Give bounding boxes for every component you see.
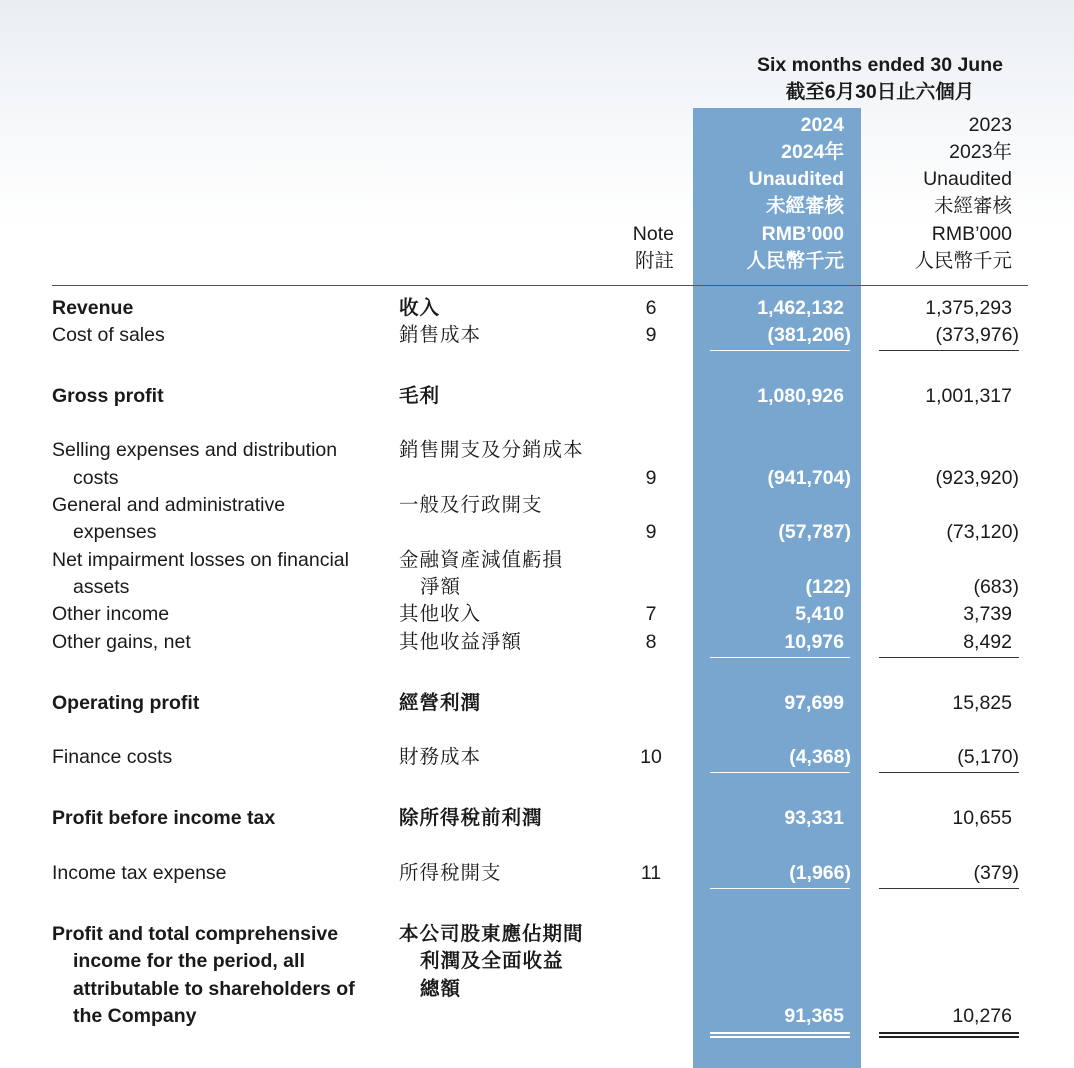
prev-audit-cn: 未經審核 (933, 195, 1012, 217)
selling-expenses-label-cn: 銷售開支及分銷成本 (399, 439, 584, 461)
selling-expenses-2023: (923,920) (935, 467, 1019, 489)
operating-profit-label-cn: 經營利潤 (399, 692, 482, 714)
revenue-2023: 1,375,293 (925, 297, 1012, 319)
cur-audit-cn: 未經審核 (765, 195, 844, 217)
operating-profit-label: Operating profit (52, 692, 200, 714)
revenue-2024: 1,462,132 (757, 297, 844, 319)
revenue-label-cn: 收入 (399, 297, 441, 319)
cost-of-sales-label: Cost of sales (52, 324, 165, 346)
total-profit-label-cont1: income for the period, all (73, 950, 305, 972)
finance-costs-note: 10 (640, 746, 662, 768)
other-income-note: 7 (645, 603, 657, 625)
prev-audit: Unaudited (923, 168, 1012, 190)
other-income-label: Other income (52, 603, 170, 625)
operating-profit-2023: 15,825 (952, 692, 1012, 714)
cur-year-cn: 2024年 (781, 141, 844, 163)
period-header-cn: 截至6月30日止六個月 (785, 81, 975, 103)
total-profit-label-cont3: the Company (73, 1005, 197, 1027)
subtotal-rule-2024 (710, 657, 850, 658)
income-tax-label: Income tax expense (52, 862, 227, 884)
selling-expenses-label: Selling expenses and distribution (52, 439, 338, 461)
subtotal-rule-2023 (879, 888, 1019, 889)
impairment-2023: (683) (973, 576, 1019, 598)
note-header-cn: 附註 (634, 250, 674, 272)
revenue-label: Revenue (52, 297, 134, 319)
other-gains-2024: 10,976 (784, 631, 844, 653)
cur-unit: RMB’000 (761, 223, 844, 245)
other-gains-2023: 8,492 (963, 631, 1012, 653)
impairment-label-cn: 金融資產減值虧損 (399, 549, 564, 571)
admin-expenses-2023: (73,120) (946, 521, 1019, 543)
other-income-2023: 3,739 (963, 603, 1012, 625)
other-gains-label-cn: 其他收益淨額 (399, 631, 523, 653)
cur-audit: Unaudited (748, 168, 844, 190)
period-header-en: Six months ended 30 June (757, 54, 1003, 76)
prev-unit: RMB’000 (931, 223, 1012, 245)
subtotal-rule-2024 (710, 772, 850, 773)
subtotal-rule-2024 (710, 888, 850, 889)
total-double-rule-2024 (710, 1032, 850, 1038)
prev-year: 2023 (968, 114, 1012, 136)
admin-expenses-note: 9 (645, 521, 657, 543)
prev-unit-cn: 人民幣千元 (914, 250, 1012, 272)
income-tax-label-cn: 所得稅開支 (399, 862, 502, 884)
selling-expenses-label-cont: costs (73, 467, 119, 489)
impairment-label: Net impairment losses on financial (52, 549, 349, 571)
gross-profit-2024: 1,080,926 (757, 385, 844, 407)
income-tax-note: 11 (640, 862, 662, 884)
cost-of-sales-note: 9 (645, 324, 657, 346)
note-header-en: Note (632, 223, 674, 245)
subtotal-rule-2023 (879, 772, 1019, 773)
cur-unit-cn: 人民幣千元 (746, 250, 844, 272)
operating-profit-2024: 97,699 (784, 692, 844, 714)
subtotal-rule-2023 (879, 350, 1019, 351)
revenue-note: 6 (645, 297, 657, 319)
other-income-2024: 5,410 (795, 603, 844, 625)
total-profit-label-cn-cont2: 總額 (420, 978, 462, 1000)
other-income-label-cn: 其他收入 (399, 603, 482, 625)
cost-of-sales-2024: (381,206) (767, 324, 851, 346)
other-gains-note: 8 (645, 631, 657, 653)
total-profit-2023: 10,276 (952, 1005, 1012, 1027)
gross-profit-2023: 1,001,317 (925, 385, 1012, 407)
header-divider (52, 285, 1028, 286)
gross-profit-label: Gross profit (52, 385, 164, 407)
admin-expenses-label: General and administrative (52, 494, 286, 516)
total-profit-label-cn: 本公司股東應佔期間 (399, 923, 584, 945)
total-profit-label-cn-cont1: 利潤及全面收益 (420, 950, 564, 972)
finance-costs-2024: (4,368) (789, 746, 851, 768)
pbt-2023: 10,655 (952, 807, 1012, 829)
cur-year: 2024 (800, 114, 844, 136)
cost-of-sales-label-cn: 銷售成本 (399, 324, 482, 346)
selling-expenses-note: 9 (645, 467, 657, 489)
pbt-label: Profit before income tax (52, 807, 276, 829)
income-tax-2023: (379) (973, 862, 1019, 884)
pbt-2024: 93,331 (784, 807, 844, 829)
impairment-label-cn-cont: 淨額 (420, 576, 462, 598)
total-profit-label: Profit and total comprehensive (52, 923, 339, 945)
cost-of-sales-2023: (373,976) (935, 324, 1019, 346)
other-gains-label: Other gains, net (52, 631, 191, 653)
total-double-rule-2023 (879, 1032, 1019, 1038)
pbt-label-cn: 除所得稅前利潤 (399, 807, 543, 829)
subtotal-rule-2024 (710, 350, 850, 351)
admin-expenses-2024: (57,787) (778, 521, 851, 543)
admin-expenses-label-cn: 一般及行政開支 (399, 494, 543, 516)
total-profit-2024: 91,365 (784, 1005, 844, 1027)
selling-expenses-2024: (941,704) (767, 467, 851, 489)
finance-costs-label-cn: 財務成本 (399, 746, 482, 768)
total-profit-label-cont2: attributable to shareholders of (73, 978, 355, 1000)
finance-costs-2023: (5,170) (957, 746, 1019, 768)
impairment-label-cont: assets (73, 576, 130, 598)
impairment-2024: (122) (805, 576, 851, 598)
income-tax-2024: (1,966) (789, 862, 851, 884)
subtotal-rule-2023 (879, 657, 1019, 658)
finance-costs-label: Finance costs (52, 746, 173, 768)
gross-profit-label-cn: 毛利 (399, 385, 441, 407)
admin-expenses-label-cont: expenses (73, 521, 157, 543)
prev-year-cn: 2023年 (949, 141, 1012, 163)
